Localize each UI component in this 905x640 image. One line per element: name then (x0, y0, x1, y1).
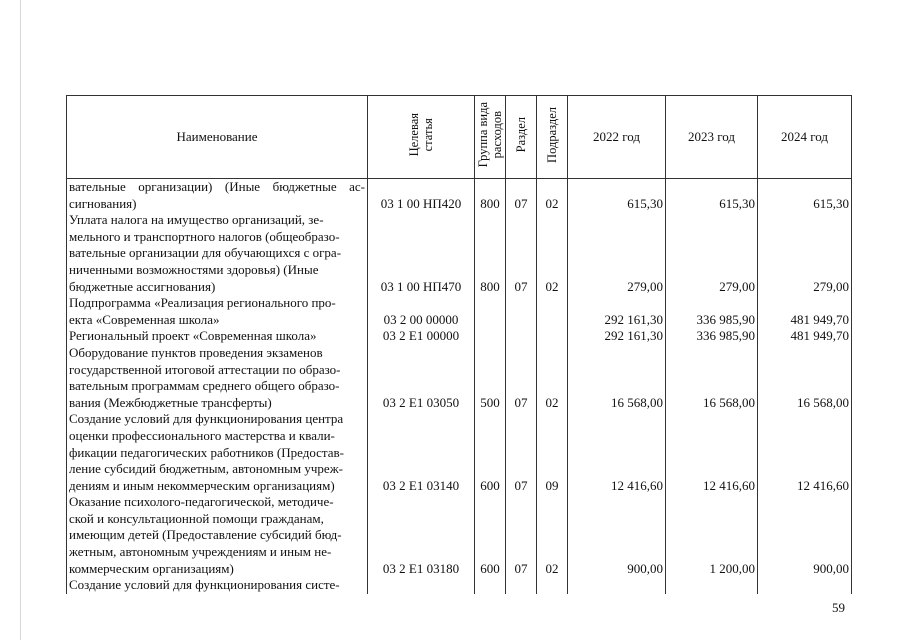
row-article: 03 2 E1 03180 (368, 494, 475, 577)
row-group (475, 328, 506, 345)
row-2023: 615,30 (666, 179, 758, 213)
row-name: Оборудование пунктов проведения экзаменов государственной итоговой аттестации по образо- вательным программам среднего общего образо- вания (Межбюджетные трансферты) (67, 345, 368, 411)
row-2024: 615,30 (758, 179, 852, 213)
row-article: 03 2 E1 03050 (368, 345, 475, 411)
row-2023: 12 416,60 (666, 411, 758, 494)
table-row (67, 411, 852, 494)
row-article: 03 2 E1 00000 (368, 328, 475, 345)
row-2024: 481 949,70 (758, 328, 852, 345)
row-subsection (537, 577, 568, 594)
row-article: 03 2 E1 03140 (368, 411, 475, 494)
row-subsection (537, 295, 568, 328)
row-section: 07 (506, 212, 537, 295)
header-year-2022: 2022 год (568, 96, 666, 179)
row-article: 03 1 00 НП470 (368, 212, 475, 295)
row-group: 600 (475, 411, 506, 494)
row-article (368, 577, 475, 594)
row-2024: 900,00 (758, 494, 852, 577)
row-name: Создание условий для функционирования систе- (67, 577, 368, 594)
row-group (475, 295, 506, 328)
header-section: Раздел (506, 96, 537, 179)
row-group: 800 (475, 179, 506, 213)
header-subsection: Подраздел (537, 96, 568, 179)
row-subsection: 02 (537, 345, 568, 411)
table-row (67, 494, 852, 577)
row-2022: 900,00 (568, 494, 666, 577)
row-section: 07 (506, 411, 537, 494)
header-expense-group: Группа вида расходов (475, 96, 506, 179)
row-2023: 1 200,00 (666, 494, 758, 577)
row-name: Создание условий для функционирования центра оценки профессионального мастерства и квали- фикации педагогических работников (Предостав- ление субсидий бюджетным, автономным учреж- дениям и иным некоммерческим организациям) (67, 411, 368, 494)
page-edge-line (20, 0, 21, 640)
row-section: 07 (506, 179, 537, 213)
row-subsection: 02 (537, 494, 568, 577)
row-name: вательные организации) (Иные бюджетные ас- сигнования) (67, 179, 368, 213)
budget-table (66, 95, 852, 594)
row-section (506, 295, 537, 328)
table-row (67, 179, 852, 213)
table-row (67, 328, 852, 345)
row-subsection: 09 (537, 411, 568, 494)
row-article: 03 2 00 00000 (368, 295, 475, 328)
row-section (506, 328, 537, 345)
row-subsection: 02 (537, 179, 568, 213)
row-subsection (537, 328, 568, 345)
row-article: 03 1 00 НП420 (368, 179, 475, 213)
table-row (67, 295, 852, 328)
row-2024: 481 949,70 (758, 295, 852, 328)
row-2024 (758, 577, 852, 594)
row-2022: 16 568,00 (568, 345, 666, 411)
row-2022 (568, 577, 666, 594)
row-2024: 16 568,00 (758, 345, 852, 411)
table-row (67, 345, 852, 411)
row-2022: 615,30 (568, 179, 666, 213)
page-number: 59 (832, 600, 845, 615)
row-group: 500 (475, 345, 506, 411)
row-section: 07 (506, 345, 537, 411)
header-target-article: Целевая статья (368, 96, 475, 179)
table-row (67, 577, 852, 594)
row-name: Уплата налога на имущество организаций, зе- мельного и транспортного налогов (общеобразо- вательные организации для обучающихся с огра- ниченными возможностями здоровья) (Иные бюджетные ассигнования) (67, 212, 368, 295)
header-year-2024: 2024 год (758, 96, 852, 179)
row-2024: 12 416,60 (758, 411, 852, 494)
row-2022: 292 161,30 (568, 295, 666, 328)
row-group: 600 (475, 494, 506, 577)
table-header-row (67, 96, 852, 179)
row-2023 (666, 577, 758, 594)
row-2024: 279,00 (758, 212, 852, 295)
row-name: Подпрограмма «Реализация регионального про- екта «Современная школа» (67, 295, 368, 328)
row-2023: 336 985,90 (666, 295, 758, 328)
header-year-2023: 2023 год (666, 96, 758, 179)
header-name: Наименование (67, 96, 368, 179)
row-2023: 279,00 (666, 212, 758, 295)
row-name: Региональный проект «Современная школа» (67, 328, 368, 345)
row-name: Оказание психолого-педагогической, методиче- ской и консультационной помощи гражданам, имеющим детей (Предоставление субсидий бюд- жетным, автономным учреждениям и иным не- коммерческим организациям) (67, 494, 368, 577)
row-2022: 292 161,30 (568, 328, 666, 345)
row-section (506, 577, 537, 594)
table-row (67, 212, 852, 295)
row-group: 800 (475, 212, 506, 295)
row-2022: 12 416,60 (568, 411, 666, 494)
row-2023: 336 985,90 (666, 328, 758, 345)
row-2022: 279,00 (568, 212, 666, 295)
row-2023: 16 568,00 (666, 345, 758, 411)
row-group (475, 577, 506, 594)
row-section: 07 (506, 494, 537, 577)
row-subsection: 02 (537, 212, 568, 295)
